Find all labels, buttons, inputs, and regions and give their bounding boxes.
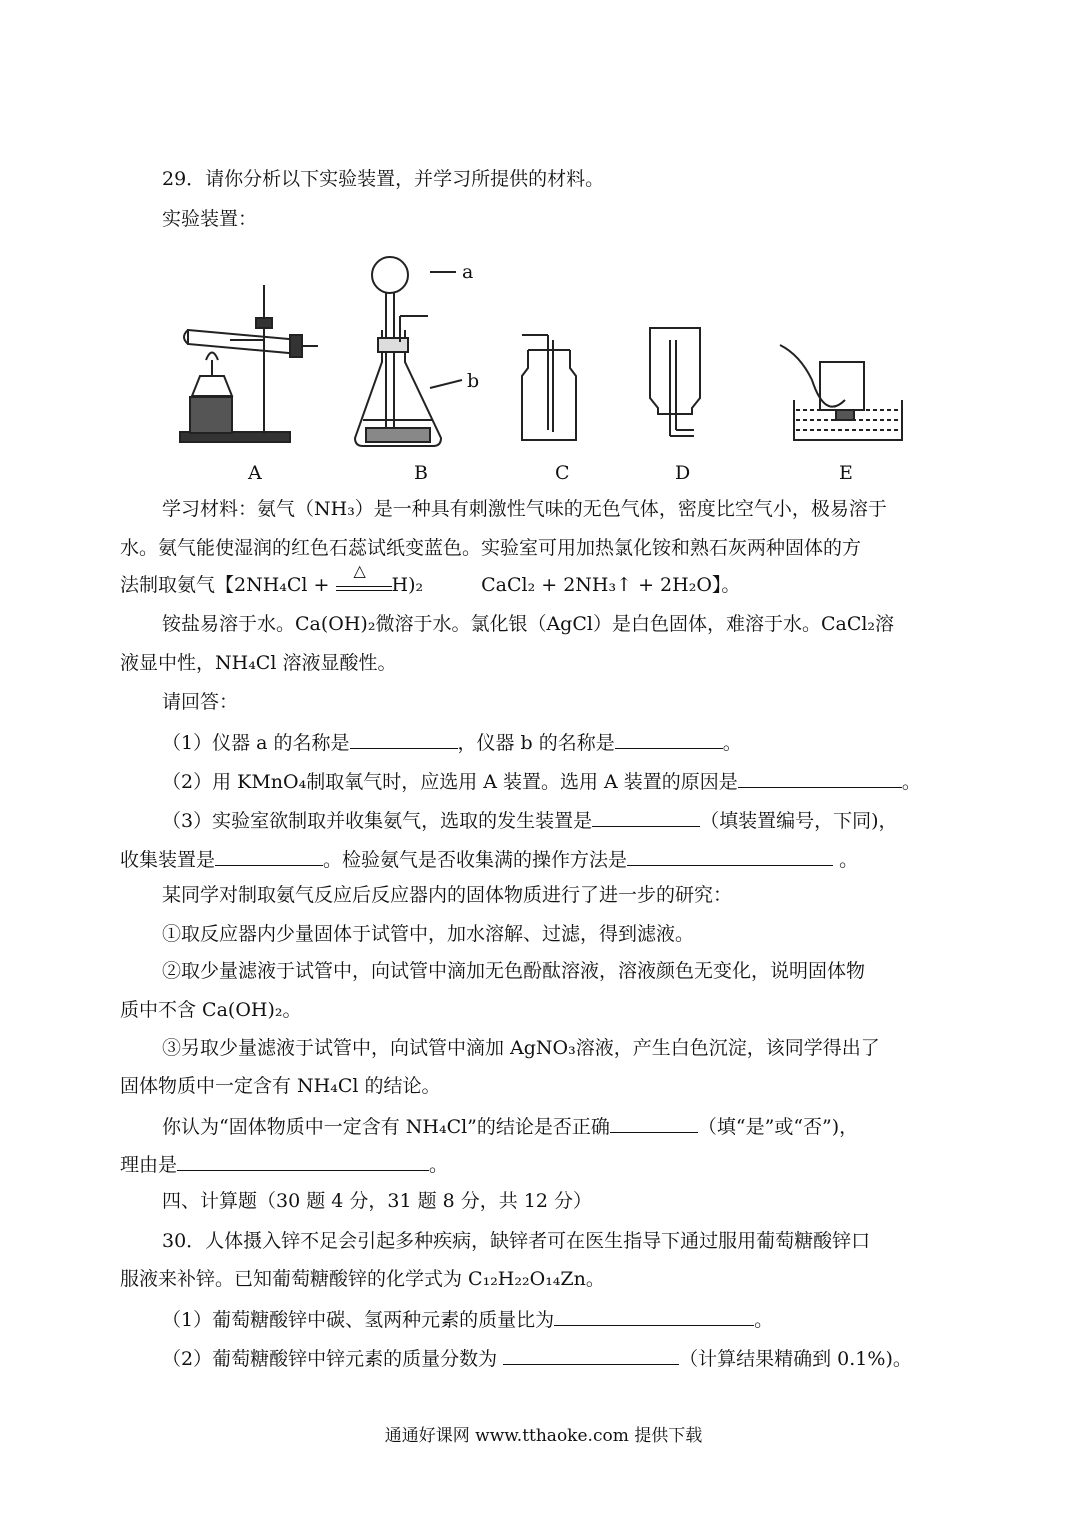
study-intro: 某同学对制取氨气反应后反应器内的固体物质进行了进一步的研究：	[162, 884, 733, 906]
reason-line: 理由是 。	[120, 1150, 448, 1178]
apparatus-label-b: B	[414, 462, 428, 484]
reaction-equals-sign	[336, 586, 392, 591]
apparatus-label-e: E	[839, 462, 853, 484]
equation-fragment: H)₂	[391, 574, 424, 596]
section-4-heading: 四、计算题（30 题 4 分，31 题 8 分，共 12 分）	[162, 1190, 593, 1212]
step-2-line-1: ②取少量滤液于试管中，向试管中滴加无色酚酞溶液，溶液颜色无变化，说明固体物	[162, 960, 866, 982]
answer-prompt: 请回答：	[162, 691, 239, 713]
apparatus-label-c: C	[555, 462, 570, 484]
label-b: b	[467, 370, 480, 392]
apparatus-a-drawing	[180, 285, 318, 442]
apparatus-heading: 实验装置：	[162, 208, 258, 230]
heat-symbol: △	[353, 561, 366, 580]
q30-part-2: （2）葡萄糖酸锌中锌元素的质量分数为 （计算结果精确到 0.1%)。	[162, 1344, 912, 1372]
apparatus-label-d: D	[675, 462, 691, 484]
part-2: （2）用 KMnO₄制取氧气时，应选用 A 装置。选用 A 装置的原因是 。	[162, 767, 921, 795]
apparatus-c-drawing	[522, 335, 576, 440]
material-line-3	[120, 561, 741, 598]
answer-blank-check-method[interactable]	[627, 845, 833, 866]
step-2-line-2: 质中不含 Ca(OH)₂。	[120, 999, 302, 1021]
apparatus-d-drawing	[650, 328, 700, 436]
answer-blank-b[interactable]	[615, 728, 723, 749]
material-line-2: 水。氨气能使湿润的红色石蕊试纸变蓝色。实验室可用加热氯化铵和熟石灰两种固体的方	[120, 537, 862, 559]
part-3-line-2: 收集装置是 。检验氨气是否收集满的操作方法是 。	[120, 845, 858, 873]
answer-blank-reason-a[interactable]	[738, 767, 902, 788]
step-1: ①取反应器内少量固体于试管中，加水溶解、过滤，得到滤液。	[162, 923, 695, 945]
step-3-line-2: 固体物质中一定含有 NH₄Cl 的结论。	[120, 1075, 441, 1097]
apparatus-label-a: A	[248, 462, 262, 484]
answer-blank-generator[interactable]	[592, 806, 700, 827]
apparatus-b-drawing	[355, 257, 462, 446]
apparatus-figure	[0, 0, 1087, 470]
answer-blank-zinc-fraction[interactable]	[503, 1344, 679, 1365]
answer-blank-collector[interactable]	[215, 845, 323, 866]
question-29-title: 29．请你分析以下实验装置，并学习所提供的材料。	[162, 168, 605, 190]
part-1: （1）仪器 a 的名称是 ，仪器 b 的名称是 。	[162, 728, 742, 756]
answer-blank-a[interactable]	[350, 728, 458, 749]
material-line-1: 学习材料：氨气（NH₃）是一种具有刺激性气味的无色气体，密度比空气小，极易溶于	[162, 498, 887, 520]
q30-part-1: （1）葡萄糖酸锌中碳、氢两种元素的质量比为 。	[162, 1305, 773, 1333]
answer-blank-mass-ratio[interactable]	[554, 1305, 754, 1326]
material-line-4: 铵盐易溶于水。Ca(OH)₂微溶于水。氯化银（AgCl）是白色固体，难溶于水。CaCl₂溶	[162, 613, 895, 635]
equation-left: 法制取氨气【2NH₄Cl +	[120, 574, 336, 596]
question-30-line-1: 30．人体摄入锌不足会引起多种疾病，缺锌者可在医生指导下通过服用葡萄糖酸锌口	[162, 1230, 871, 1252]
step-3-line-1: ③另取少量滤液于试管中，向试管中滴加 AgNO₃溶液，产生白色沉淀，该同学得出了	[162, 1037, 880, 1059]
question-30-line-2: 服液来补锌。已知葡萄糖酸锌的化学式为 C₁₂H₂₂O₁₄Zn。	[120, 1268, 605, 1290]
judge-line: 你认为“固体物质中一定含有 NH₄Cl”的结论是否正确 （填“是”或“否”)，	[162, 1112, 858, 1140]
apparatus-e-drawing	[780, 345, 902, 440]
equation-right: CaCl₂ + 2NH₃↑ + 2H₂O】。	[481, 574, 741, 596]
material-line-5: 液显中性，NH₄Cl 溶液显酸性。	[120, 652, 397, 674]
part-3-line-1: （3）实验室欲制取并收集氨气，选取的发生装置是 （填装置编号，下同)，	[162, 806, 898, 834]
answer-blank-reason[interactable]	[177, 1150, 429, 1171]
label-a: a	[462, 261, 474, 283]
heat-condition	[336, 561, 392, 591]
answer-blank-judgement[interactable]	[610, 1112, 698, 1133]
page-footer: 通通好课网 www.tthaoke.com 提供下载	[384, 1426, 703, 1446]
